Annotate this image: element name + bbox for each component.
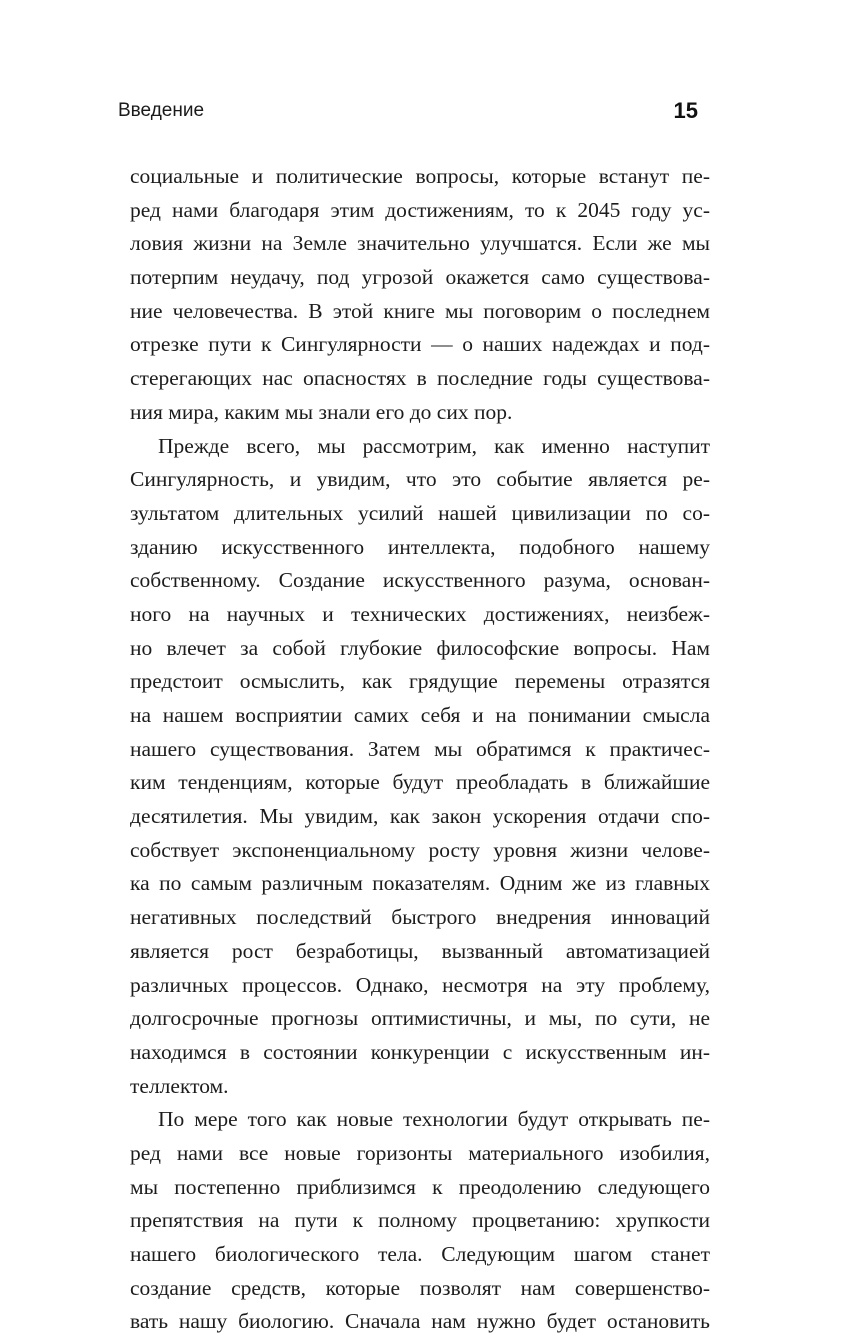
- text-line: По мере того как новые технологии будут открывать пе-: [158, 1107, 710, 1132]
- page-number: 15: [673, 98, 698, 123]
- text-line: ловия жизни на Земле значительно улучшатся. Если же мы: [130, 231, 710, 256]
- text-line: собствует экспоненциальному росту уровня жизни челове-: [130, 837, 710, 862]
- text-line: ким тенденциям, которые будут преобладать в ближайшие: [130, 770, 710, 795]
- body-text: [130, 160, 710, 1339]
- text-line: социальные и политические вопросы, которые встанут пе-: [130, 164, 710, 188]
- text-line: зультатом длительных усилий нашей цивилизации по со-: [130, 500, 710, 525]
- text-line: ка по самым различным показателям. Одним же из главных: [130, 871, 710, 896]
- text-line: долгосрочные прогнозы оптимистичны, и мы, по сути, не: [130, 1006, 710, 1031]
- text-line: ред нами все новые горизонты материального изобилия,: [130, 1140, 710, 1165]
- text-line: ния мира, каким мы знали его до сих пор.: [130, 399, 513, 424]
- text-line: нашего биологического тела. Следующим шагом станет: [130, 1242, 710, 1266]
- text-line: мы постепенно приблизимся к преодолению следующего: [130, 1174, 710, 1199]
- text-line: ние человечества. В этой книге мы поговорим о последнем: [130, 298, 710, 323]
- section-title: Введение: [118, 100, 205, 121]
- text-line: является рост безработицы, вызванный автоматизацией: [130, 938, 710, 963]
- text-line: различных процессов. Однако, несмотря на эту проблему,: [130, 972, 710, 997]
- text-line: негативных последствий быстрого внедрения инноваций: [130, 905, 710, 930]
- text-line: предстоит осмыслить, как грядущие перемены отразятся: [130, 669, 710, 694]
- text-line: нашего существования. Затем мы обратимся к практичес-: [130, 736, 710, 761]
- text-line: препятствия на пути к полному процветанию: хрупкости: [130, 1208, 710, 1233]
- text-line: но влечет за собой глубокие философские вопросы. Нам: [130, 635, 710, 660]
- text-line: отрезке пути к Сингулярности — о наших надеждах и под-: [130, 332, 710, 357]
- text-line: Сингулярность, и увидим, что это событие является ре-: [130, 467, 710, 492]
- text-line: находимся в состоянии конкуренции с искусственным ин-: [130, 1039, 710, 1064]
- text-line: теллектом.: [130, 1073, 229, 1098]
- text-line: на нашем восприятии самих себя и на понимании смысла: [130, 703, 710, 727]
- text-line: Прежде всего, мы рассмотрим, как именно наступит: [158, 433, 710, 458]
- text-line: вать нашу биологию. Сначала нам нужно будет остановить: [130, 1309, 710, 1334]
- text-line: зданию искусственного интеллекта, подобного нашему: [130, 534, 710, 559]
- text-line: стерегающих нас опасностях в последние годы существова-: [130, 366, 710, 391]
- text-line: десятилетия. Мы увидим, как закон ускорения отдачи спо-: [130, 804, 710, 829]
- text-line: ред нами благодаря этим достижениям, то к 2045 году ус-: [130, 197, 710, 222]
- running-header: [118, 98, 698, 126]
- text-line: создание средств, которые позволят нам совершенство-: [130, 1275, 710, 1300]
- text-line: потерпим неудачу, под угрозой окажется само существова-: [130, 265, 710, 290]
- text-line: ного на научных и технических достижениях, неизбеж-: [130, 601, 710, 626]
- text-line: собственному. Создание искусственного разума, основан-: [130, 568, 710, 593]
